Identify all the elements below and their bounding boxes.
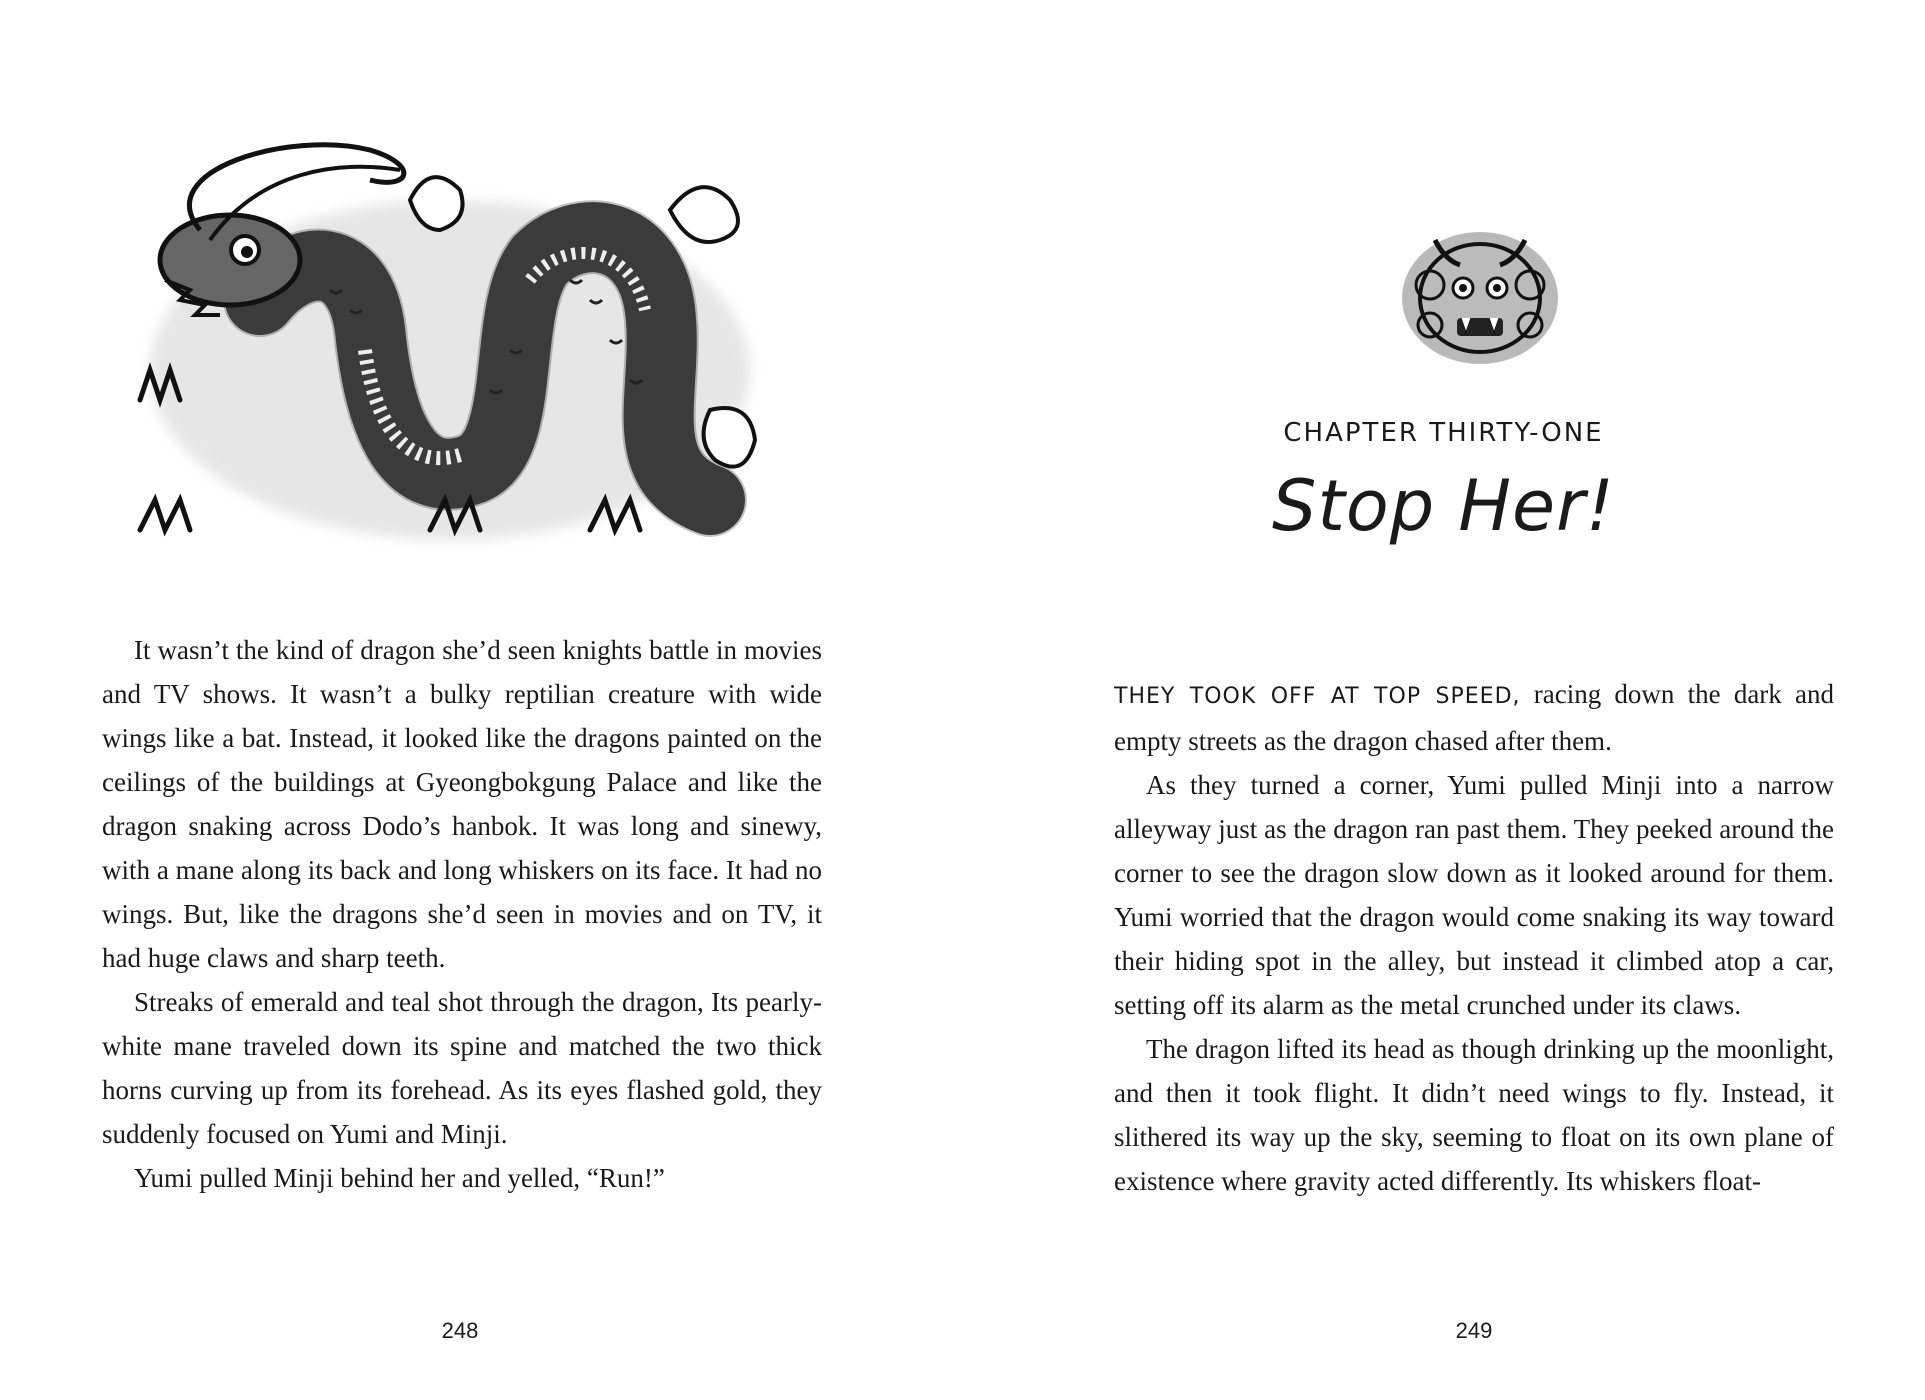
right-paragraph-3: The dragon lifted its head as though drinking up the moonlight, and then it took flight. It didn’t need wings to fly. Instead, it slithered its way up the sky, seeming to float on its own plane of existence where gravity acted differently. Its whiskers float- bbox=[1114, 1034, 1834, 1196]
left-paragraph-2: Streaks of emerald and teal shot through the dragon, Its pearly-white mane traveled down its spine and matched the two thick horns curving up from its forehead. As its eyes flashed gold, they suddenly focused on Yumi and Minji. bbox=[102, 987, 822, 1149]
dragon-illustration bbox=[110, 110, 800, 590]
right-page-text bbox=[1114, 672, 1834, 1203]
chapter-label: CHAPTER THIRTY-ONE bbox=[1283, 418, 1604, 448]
right-paragraph-1 bbox=[1114, 672, 1834, 763]
left-page-text bbox=[102, 628, 822, 1200]
chapter-title: Stop Her! bbox=[1272, 465, 1615, 547]
right-paragraph-2: As they turned a corner, Yumi pulled Minji into a narrow alleyway just as the dragon ran past them. They peeked around the corner to see the dragon slow down as it looked around for them. Yumi worried that the dragon would come snaking its way toward their hiding spot in the alley, but instead it climbed atop a car, setting off its alarm as the metal crunched under its claws. bbox=[1114, 770, 1834, 1020]
lead-in-smallcaps: THEY TOOK OFF AT TOP SPEED, bbox=[1114, 684, 1521, 709]
page-number-right: 249 bbox=[1455, 1318, 1493, 1343]
page-number-left: 248 bbox=[441, 1318, 479, 1343]
left-paragraph-1: It wasn’t the kind of dragon she’d seen knights battle in movies and TV shows. It wasn’t a bulky reptilian creature with wide wings like a bat. Instead, it looked like the dragons painted on the ceilings of the buildings at Gyeongbokgung Palace and like the dragon snaking across Dodo’s hanbok. It was long and sinewy, with a mane along its back and long whiskers on its face. It had no wings. But, like the dragons she’d seen in movies and on TV, it had huge claws and sharp teeth. bbox=[102, 635, 822, 973]
mask-ornament bbox=[1395, 210, 1565, 380]
right-paragraph-1-body: racing down the dark and empty streets as the dragon chased after them. bbox=[1114, 679, 1834, 756]
left-paragraph-3: Yumi pulled Minji behind her and yelled, “Run!” bbox=[134, 1163, 665, 1193]
